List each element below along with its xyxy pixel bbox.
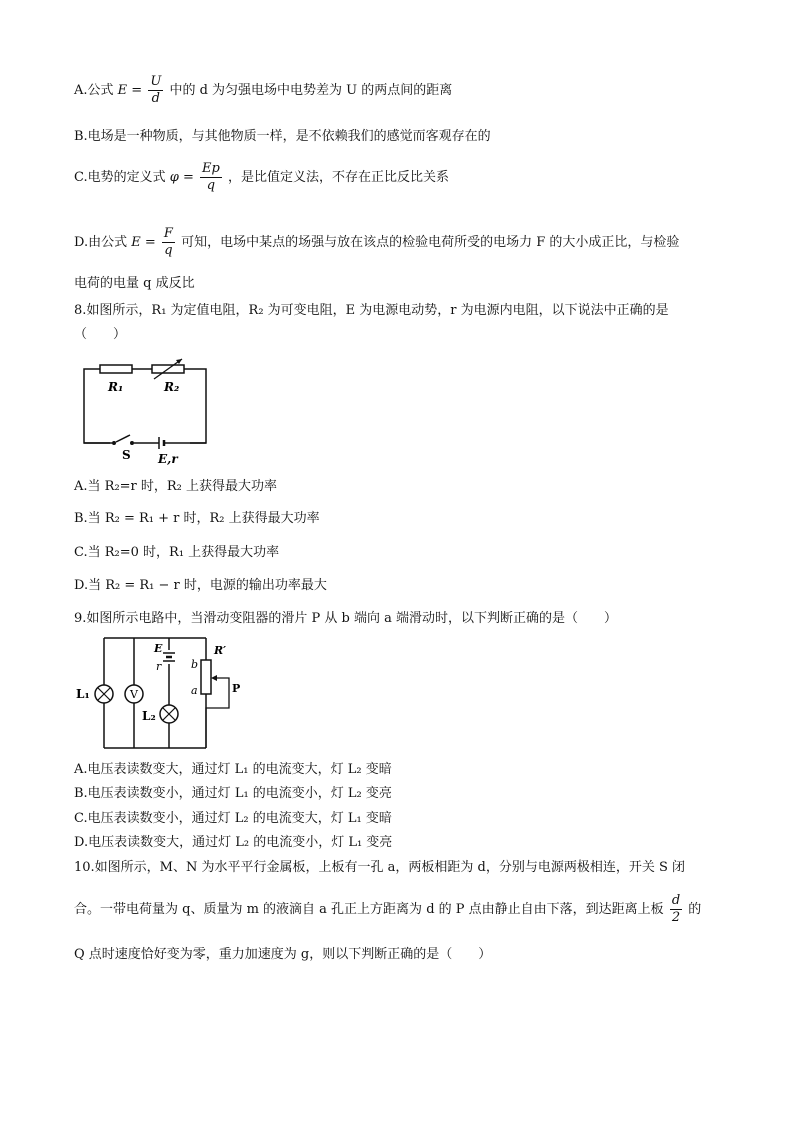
q9-option-a: A.电压表读数变大，通过灯 L₁ 的电流变大，灯 L₂ 变暗	[74, 762, 392, 777]
q10-line3: Q 点时速度恰好变为零，重力加速度为 g，则以下判断正确的是（ ）	[74, 947, 492, 962]
q8-option-b: B.当 R₂ = R₁ + r 时，R₂ 上获得最大功率	[74, 511, 320, 526]
q9-option-c: C.电压表读数变小，通过灯 L₂ 的电流变大，灯 L₁ 变暗	[74, 811, 392, 826]
q7-option-b: B.电场是一种物质，与其他物质一样，是不依赖我们的感觉而客观存在的	[74, 129, 491, 144]
l1-label: L₁	[76, 687, 90, 701]
q8-circuit-diagram	[74, 355, 224, 475]
fraction: $\frac{F}{q}$	[163, 226, 173, 258]
fraction: $\frac{Ep}{q}$	[202, 161, 220, 193]
q8-option-a: A.当 R₂=r 时，R₂ 上获得最大功率	[74, 479, 278, 494]
q9-option-d: D.电压表读数变大，通过灯 L₂ 的电流变小，灯 L₁ 变亮	[74, 835, 393, 850]
source-label: E,r	[158, 452, 178, 466]
end-b-label: b	[191, 658, 199, 671]
r1-resistor	[100, 365, 132, 373]
r1-label: R₁	[108, 380, 124, 394]
voltmeter-label: V	[130, 688, 138, 701]
rheostat-label: R′	[214, 644, 227, 657]
q9-stem: 9.如图所示电路中，当滑动变阻器的滑片 P 从 b 端向 a 端滑动时，以下判断正确的是（ ）	[74, 611, 618, 626]
switch-label: S	[122, 448, 131, 462]
q7-option-c: C.电势的定义式 φ = $\frac{Ep}{q}$ ，是比值定义法，不存在正比反比关系	[74, 161, 450, 193]
fraction: $\frac{d}{2}$	[671, 893, 681, 925]
fraction: $\frac{U}{d}$	[150, 74, 162, 106]
q7-option-d: D.由公式 E = $\frac{F}{q}$ 可知，电场中某点的场强与放在该点的检验电荷所受的电场力 F 的大小成正比，与检验	[74, 226, 680, 258]
q9-circuit-diagram	[74, 632, 244, 757]
q8-option-c: C.当 R₂=0 时，R₁ 上获得最大功率	[74, 545, 280, 560]
r-label: r	[156, 660, 162, 673]
e-label: E	[154, 642, 163, 655]
q7-option-a: A.公式 E = $\frac{U}{d}$ 中的 d 为匀强电场中电势差为 U 的两点间的距离	[74, 74, 453, 106]
rheostat	[201, 660, 211, 694]
q7-option-d-cont: 电荷的电量 q 成反比	[74, 276, 195, 291]
l2-label: L₂	[142, 709, 156, 723]
q8-option-d: D.当 R₂ = R₁ − r 时，电源的输出功率最大	[74, 578, 327, 593]
q8-stem: 8.如图所示，R₁ 为定值电阻，R₂ 为可变电阻，E 为电源电动势，r 为电源内电阻，以下说法中正确的是	[74, 303, 669, 318]
r2-label: R₂	[164, 380, 180, 394]
end-a-label: a	[191, 684, 198, 697]
q8-stem-bracket: （ ）	[74, 327, 127, 342]
q10-line2: 合。一带电荷量为 q、质量为 m 的液滴自 a 孔正上方距离为 d 的 P 点由静止自由下落，到达距离上板 $\frac{d}{2}$ 的	[74, 893, 702, 925]
q10-line1: 10.如图所示，M、N 为水平平行金属板，上板有一孔 a，两板相距为 d，分别与电源两极相连，开关 S 闭	[74, 860, 686, 875]
q9-option-b: B.电压表读数变小，通过灯 L₁ 的电流变小，灯 L₂ 变亮	[74, 786, 392, 801]
slider-p-label: P	[232, 682, 241, 695]
